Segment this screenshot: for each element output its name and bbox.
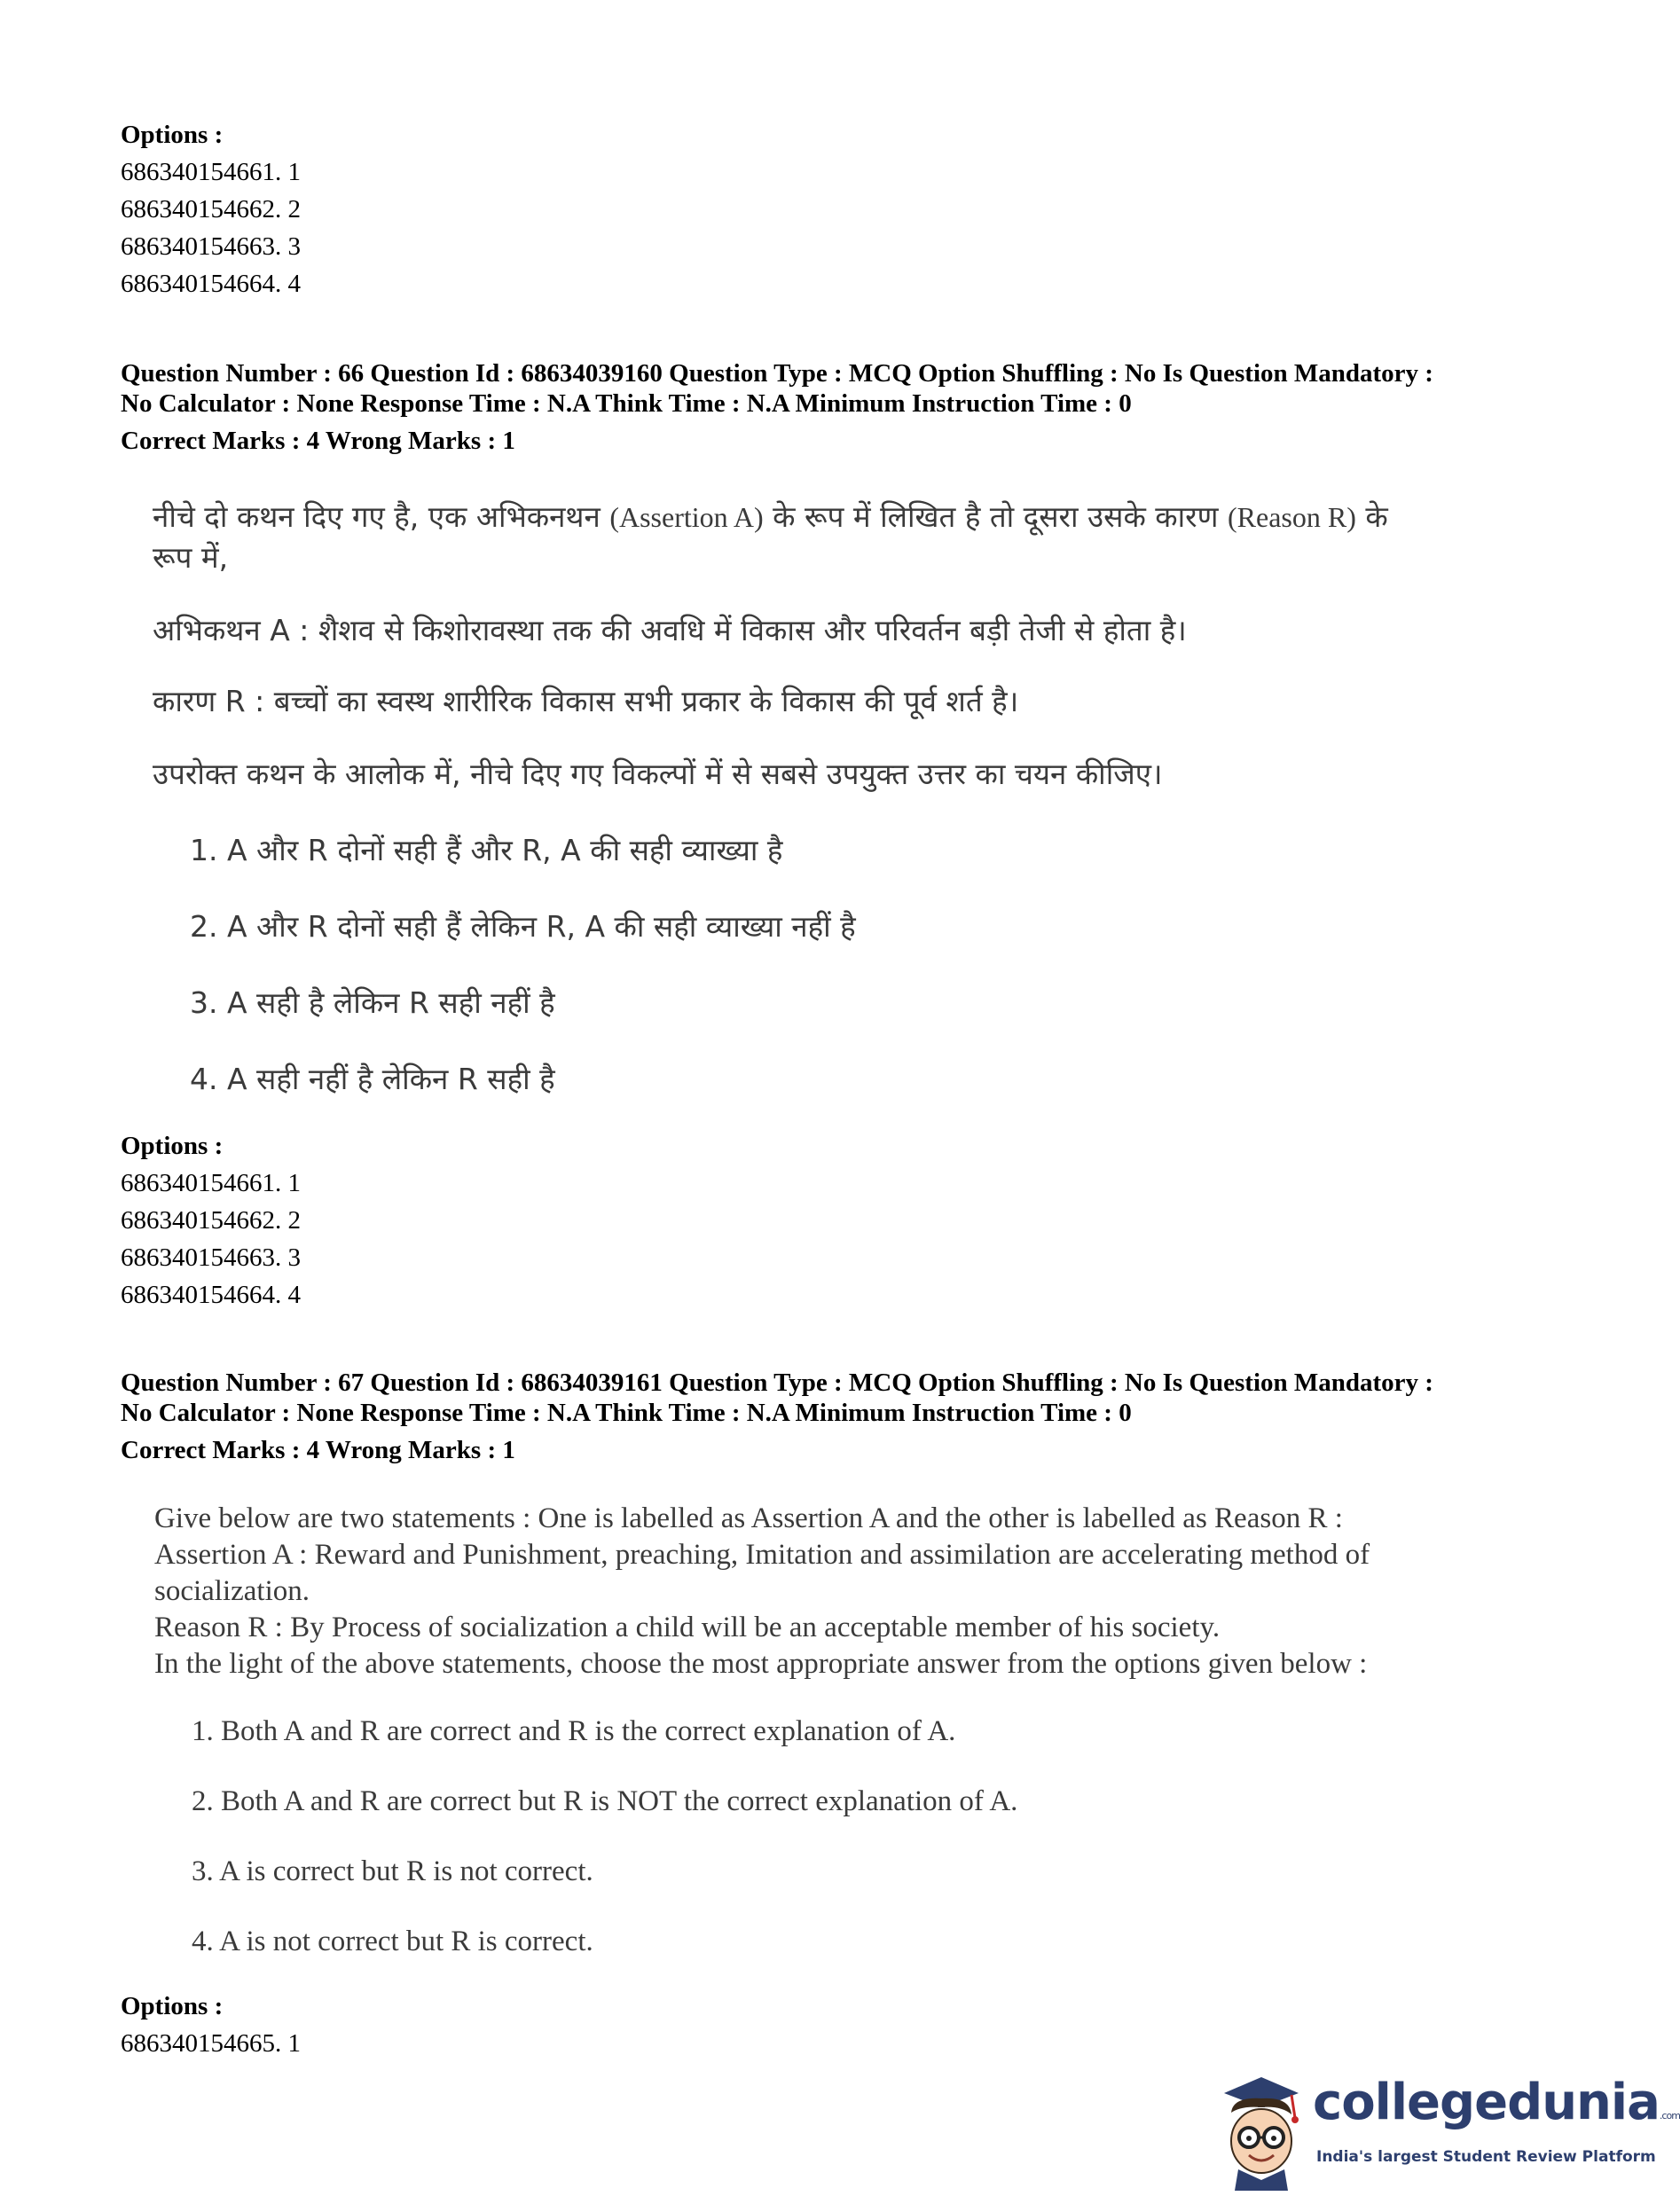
question-67-options: [121, 1988, 301, 2062]
question-meta-line: Question Number : 67 Question Id : 68634039161 Question Type : MCQ Option Shuffling : No Is Question Mandatory :: [121, 1369, 1433, 1397]
question-67-choice: 2. Both A and R are correct but R is NOT the correct explanation of A.: [192, 1785, 1018, 1817]
options-label: Options :: [121, 121, 224, 149]
options-label: Options :: [121, 1132, 224, 1160]
logo-tagline: India's largest Student Review Platform: [1316, 2148, 1656, 2166]
question-meta-line: No Calculator : None Response Time : N.A Think Time : N.A Minimum Instruction Time : 0: [121, 1399, 1132, 1427]
option-id: 686340154662. 2: [121, 195, 301, 224]
option-id: 686340154665. 1: [121, 2029, 301, 2058]
question-67-stem-line: socialization.: [154, 1575, 310, 1607]
logo-wordmark: collegedunia.com: [1313, 2074, 1680, 2131]
question-66-assertion: अभिकथन A : शैशव से किशोरावस्था तक की अवधि में विकास और परिवर्तन बड़ी तेजी से होता है।: [153, 613, 1187, 647]
question-67-stem-line: Assertion A : Reward and Punishment, preaching, Imitation and assimilation are accelerating method of: [154, 1539, 1370, 1571]
question-66-intro-line1: नीचे दो कथन दिए गए है, एक अभिकनथन (Assertion A) के रूप में लिखित है तो दूसरा उसके कारण (Reason R) के: [153, 499, 1388, 534]
question-67-stem-line: Give below are two statements : One is labelled as Assertion A and the other is labelled as Reason R :: [154, 1502, 1343, 1534]
option-id: 686340154661. 1: [121, 1169, 301, 1197]
question-67-stem-line: In the light of the above statements, choose the most appropriate answer from the options given below :: [154, 1648, 1368, 1680]
question-67-choice: 3. A is correct but R is not correct.: [192, 1855, 593, 1887]
question-67-choice: 1. Both A and R are correct and R is the correct explanation of A.: [192, 1715, 956, 1747]
option-id: 686340154664. 4: [121, 270, 301, 298]
question-67-meta: [121, 1368, 1433, 1465]
question-meta-line: No Calculator : None Response Time : N.A Think Time : N.A Minimum Instruction Time : 0: [121, 389, 1132, 418]
marks-line: Correct Marks : 4 Wrong Marks : 1: [121, 427, 515, 455]
collegedunia-logo[interactable]: [1206, 2067, 1680, 2191]
question-67-stem-line: Reason R : By Process of socialization a child will be an acceptable member of his society.: [154, 1612, 1221, 1643]
options-label: Options :: [121, 1992, 224, 2020]
question-66-choice: 4. A सही नहीं है लेकिन R सही है: [190, 1062, 555, 1096]
marks-line: Correct Marks : 4 Wrong Marks : 1: [121, 1436, 515, 1464]
question-66-choice: 3. A सही है लेकिन R सही नहीं है: [190, 985, 555, 1020]
options-block-previous: [121, 117, 301, 302]
option-id: 686340154664. 4: [121, 1281, 301, 1309]
question-66-intro-line2: रूप में,: [153, 540, 229, 575]
question-66-meta: [121, 358, 1433, 456]
option-id: 686340154661. 1: [121, 158, 301, 186]
mascot-icon: [1206, 2067, 1311, 2191]
option-id: 686340154663. 3: [121, 1243, 301, 1272]
question-66-instruction: उपरोक्त कथन के आलोक में, नीचे दिए गए विकल्पों में से सबसे उपयुक्त उत्तर का चयन कीजिए।: [153, 757, 1163, 791]
question-67-choice: 4. A is not correct but R is correct.: [192, 1925, 593, 1957]
question-66-choice: 1. A और R दोनों सही हैं और R, A की सही व्याख्या है: [190, 833, 783, 867]
option-id: 686340154663. 3: [121, 232, 301, 261]
question-66-reason: कारण R : बच्चों का स्वस्थ शारीरिक विकास सभी प्रकार के विकास की पूर्व शर्त है।: [153, 684, 1019, 718]
question-meta-line: Question Number : 66 Question Id : 68634039160 Question Type : MCQ Option Shuffling : No Is Question Mandatory :: [121, 359, 1433, 388]
option-id: 686340154662. 2: [121, 1206, 301, 1235]
question-66-options: [121, 1128, 301, 1314]
question-66-choice: 2. A और R दोनों सही हैं लेकिन R, A की सही व्याख्या नहीं है: [190, 909, 856, 944]
